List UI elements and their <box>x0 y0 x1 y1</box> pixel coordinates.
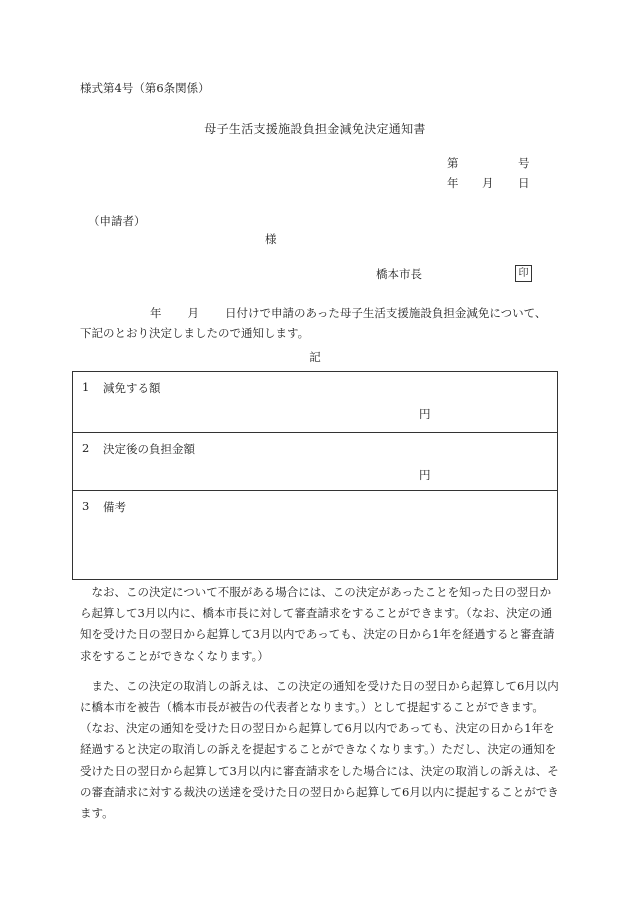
seal-mark: 印 <box>515 265 532 282</box>
appeal-notice-paragraph: なお、この決定について不服がある場合には、この決定があったことを知った日の翌日から起算して3月以内に、橋本市長に対して審査請求をすることができます。（なお、決定の通知を受けた日の翌日から起算して3月以内であっても、決定の日から1年を経過すると審査請求をすることができなくなります。） <box>80 585 555 663</box>
intro-month-label: 月 <box>187 306 199 320</box>
intro-line-2: 下記のとおり決定しましたので通知します。 <box>80 326 310 340</box>
intro-year-label: 年 <box>150 306 162 320</box>
lawsuit-notice-paragraph: また、この決定の取消しの訴えは、この決定の通知を受けた日の翌日から起算して6月以内に橋本市を被告（橋本市長が被告の代表者となります。）として提起することができます。（なお、決定の通知を受けた日の翌日から起算して6月以内であっても、決定の日から1年を経過すると決定の取消しの訴えを提起することができなくなります。）ただし、決定の通知を受けた日の翌日から起算して3月以内に審査請求をした場合には、決定の取消しの訴えは、その審査請求に対する裁決の送達を受けた日の翌日から起算して6月以内に提起することができます。 <box>80 678 559 821</box>
row-number: 1 <box>82 380 90 394</box>
document-number-date-block <box>447 155 537 195</box>
number-prefix: 第 <box>447 156 459 170</box>
intro-line-1-text: 日付けで申請のあった母子生活支援施設負担金減免について、 <box>225 306 547 320</box>
intro-text <box>80 303 546 343</box>
date-day-label: 日 <box>518 176 530 190</box>
yen-unit: 円 <box>419 468 431 482</box>
applicant-label: （申請者） <box>88 214 146 228</box>
form-number: 様式第4号（第6条関係） <box>80 81 210 95</box>
table-row-remarks <box>73 491 557 579</box>
issue-date-row <box>447 175 537 195</box>
date-month-label: 月 <box>482 176 494 190</box>
details-table <box>72 371 558 580</box>
yen-unit: 円 <box>419 407 431 421</box>
table-row-burden-amount <box>73 433 557 491</box>
row-label: 決定後の負担金額 <box>103 442 195 456</box>
ki-heading: 記 <box>309 350 321 364</box>
date-year-label: 年 <box>447 176 459 190</box>
intro-line-1 <box>80 303 546 323</box>
number-suffix: 号 <box>518 156 530 170</box>
row-number: 2 <box>82 441 90 455</box>
table-row-exemption-amount <box>73 372 557 433</box>
applicant-honorific: 様 <box>265 232 277 246</box>
issuer-name: 橋本市長 <box>376 267 422 281</box>
notes-section <box>80 582 560 824</box>
row-label: 備考 <box>103 500 126 514</box>
document-title: 母子生活支援施設負担金減免決定通知書 <box>204 122 426 136</box>
row-number: 3 <box>82 499 90 513</box>
row-label: 減免する額 <box>103 381 161 395</box>
document-number-row <box>447 155 537 175</box>
